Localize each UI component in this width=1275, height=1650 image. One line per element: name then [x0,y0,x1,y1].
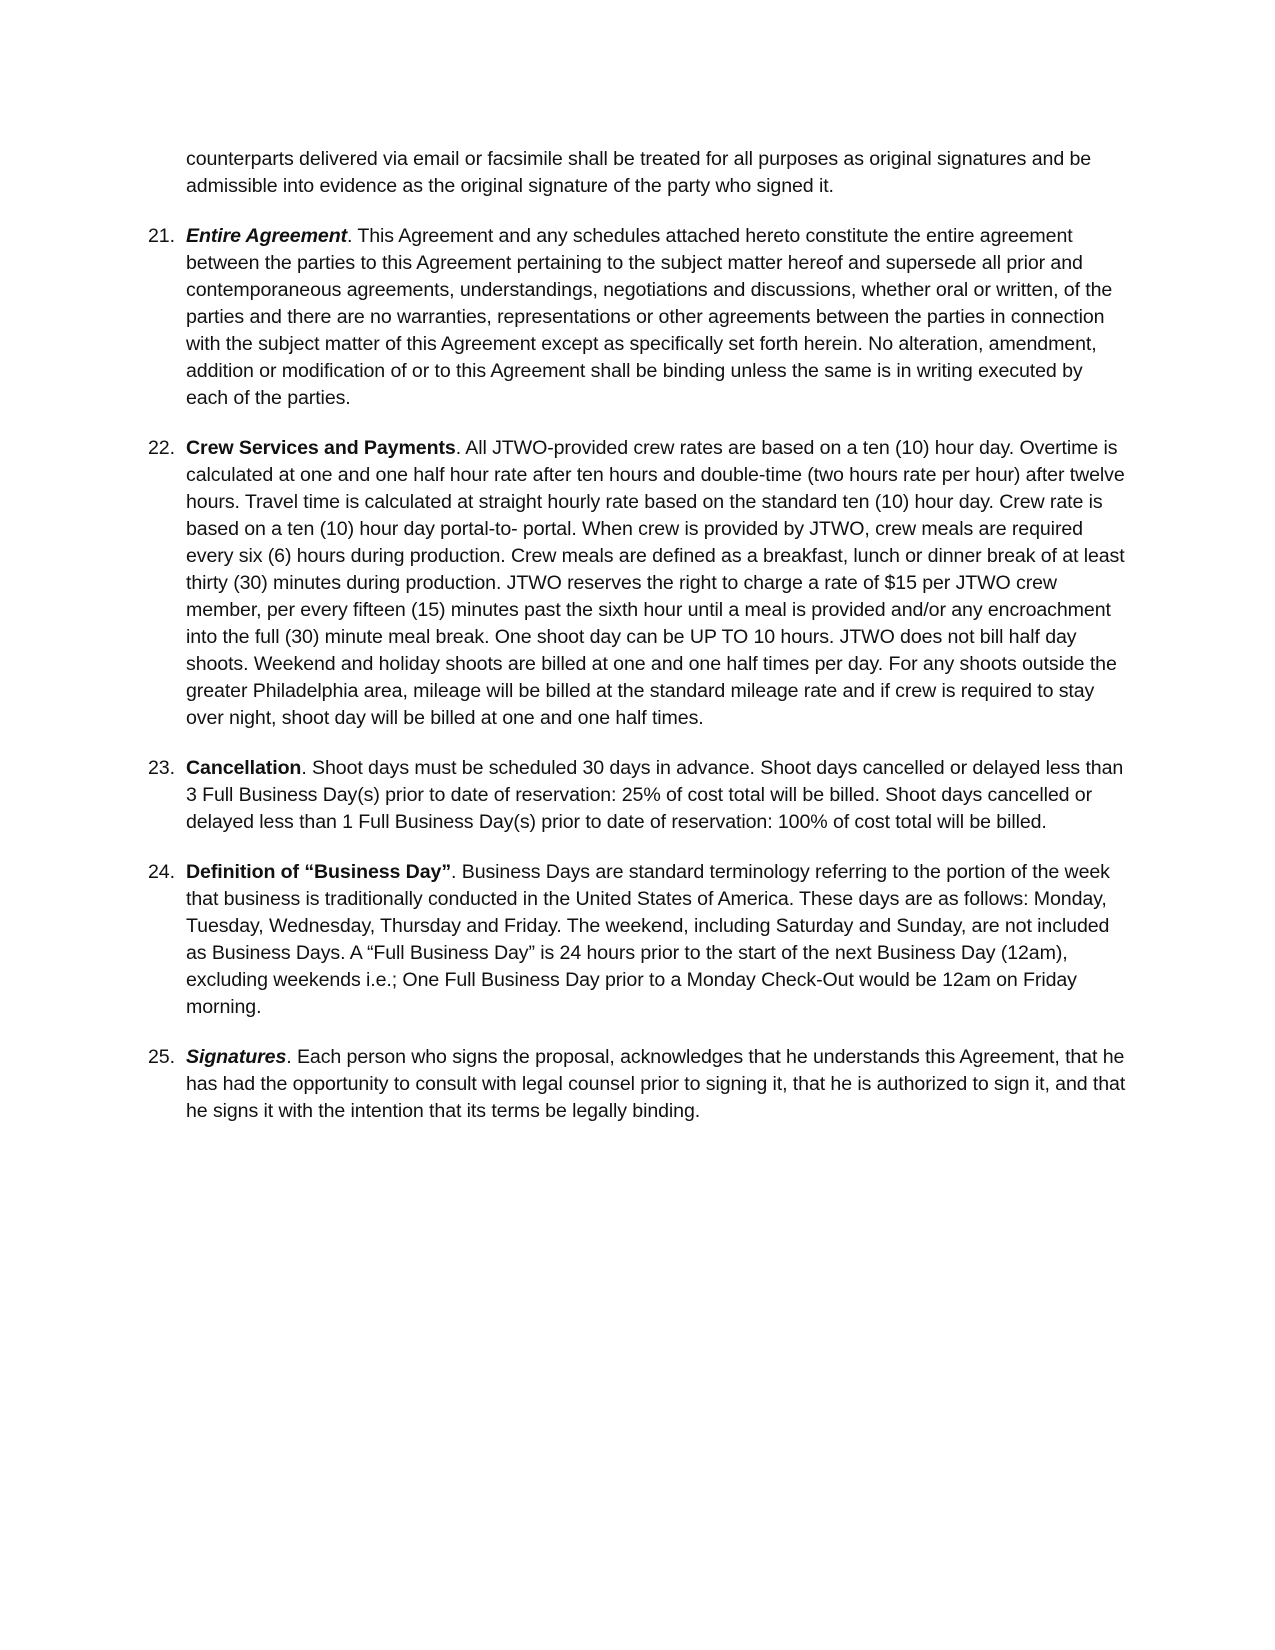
clause-definition-of-business-day [148,859,1128,1021]
clause-title: Cancellation [186,757,302,779]
clause-number: 22. [148,437,175,459]
clause-body: . This Agreement and any schedules attached hereto constitute the entire agreement between the parties to this Agreement pertaining to the subject matter hereof and supersede all prior and contemporaneous agreements, understandings, negotiations and discussions, whether oral or written, of the parties and there are no warranties, representations or other agreements between the parties in connection with the subject matter of this Agreement except as specifically set forth herein. No alteration, amendment, addition or modification of or to this Agreement shall be binding unless the same is in writing executed by each of the parties. [186,225,1113,409]
clause-number: 21. [148,225,175,247]
clause-number: 23. [148,757,175,779]
agreement-terms [148,146,1128,1148]
clause-title: Entire Agreement [186,225,347,247]
clause-body: . Shoot days must be scheduled 30 days in advance. Shoot days cancelled or delayed less than 3 Full Business Day(s) prior to date of reservation: 25% of cost total will be billed. Shoot days cancelled or delayed less than 1 Full Business Day(s) prior to date of reservation: 100% of cost total will be billed. [186,757,1124,833]
clause-body: . Each person who signs the proposal, acknowledges that he understands this Agreement, that he has had the opportunity to consult with legal counsel prior to signing it, that he is authorized to sign it, and that he signs it with the intention that its terms be legally binding. [186,1046,1126,1122]
clause-number: 25. [148,1046,175,1068]
clause-number: 24. [148,861,175,883]
clause-cancellation [148,755,1128,836]
clause-body: . All JTWO-provided crew rates are based on a ten (10) hour day. Overtime is calculated at one and one half hour rate after ten hours and double-time (two hours rate per hour) after twelve hours. Travel time is calculated at straight hourly rate based on the standard ten (10) hour day. Crew rate is based on a ten (10) hour day portal-to- portal. When crew is provided by JTWO, crew meals are required every six (6) hours during production. Crew meals are defined as a breakfast, lunch or dinner break of at least thirty (30) minutes during production. JTWO reserves the right to charge a rate of $15 per JTWO crew member, per every fifteen (15) minutes past the sixth hour until a meal is provided and/or any encroachment into the full (30) minute meal break. One shoot day can be UP TO 10 hours. JTWO does not bill half day shoots. Weekend and holiday shoots are billed at one and one half times per day. For any shoots outside the greater Philadelphia area, mileage will be billed at the standard mileage rate and if crew is required to stay over night, shoot day will be billed at one and one half times. [186,437,1125,729]
clause-title: Signatures [186,1046,287,1068]
clause-body: . Business Days are standard terminology referring to the portion of the week that business is traditionally conducted in the United States of America. These days are as follows: Monday, Tuesday, Wednesday, Thursday and Friday. The weekend, including Saturday and Sunday, are not included as Business Days. A “Full Business Day” is 24 hours prior to the start of the next Business Day (12am), excluding weekends i.e.; One Full Business Day prior to a Monday Check-Out would be 12am on Friday morning. [186,861,1110,1018]
clause-crew-services-and-payments [148,435,1128,732]
clause-signatures [148,1044,1128,1125]
clause-title: Definition of “Business Day” [186,861,452,883]
clause-entire-agreement [148,223,1128,412]
continued-paragraph: counterparts delivered via email or facsimile shall be treated for all purposes as original signatures and be admissible into evidence as the original signature of the party who signed it. [186,148,1092,197]
clause-title: Crew Services and Payments [186,437,456,459]
